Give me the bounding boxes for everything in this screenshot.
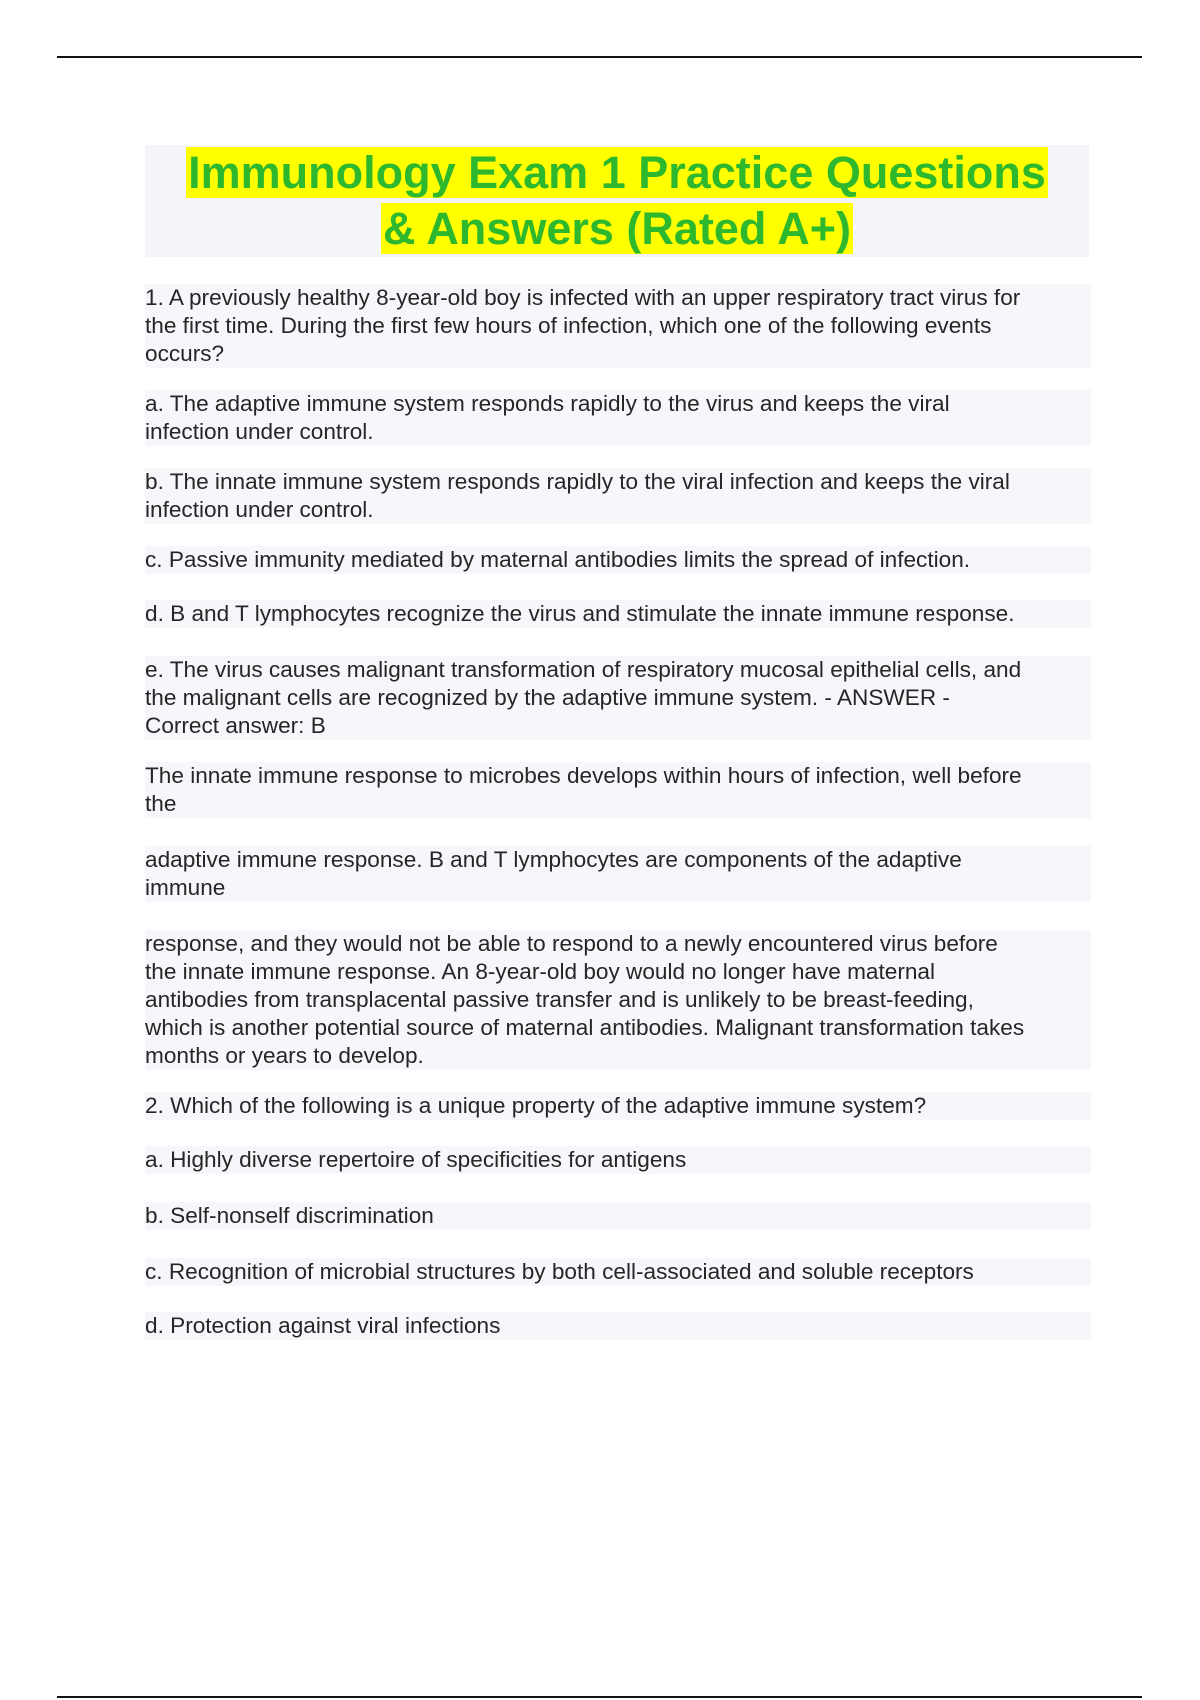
- question-2-stem: 2. Which of the following is a unique property of the adaptive immune system?: [145, 1092, 1091, 1120]
- explanation-paragraph-2: adaptive immune response. B and T lymphocytes are components of the adaptive immune: [145, 846, 1091, 902]
- question-1-stem: 1. A previously healthy 8-year-old boy is infected with an upper respiratory tract virus for the first time. During the first few hours of infection, which one of the following events occurs?: [145, 284, 1091, 368]
- question-1-option-c: c. Passive immunity mediated by maternal antibodies limits the spread of infection.: [145, 546, 1091, 574]
- question-1-option-e-answer: e. The virus causes malignant transformation of respiratory mucosal epithelial cells, and the malignant cells are recognized by the adaptive immune system. - ANSWER - Correct answer: B: [145, 656, 1091, 740]
- document-title: [145, 145, 1089, 257]
- document-body: [145, 284, 1091, 1340]
- title-line-2: & Answers (Rated A+): [382, 203, 852, 254]
- top-rule: [57, 56, 1142, 58]
- question-2-option-a: a. Highly diverse repertoire of specificities for antigens: [145, 1146, 1091, 1174]
- question-1-option-b: b. The innate immune system responds rapidly to the viral infection and keeps the viral infection under control.: [145, 468, 1091, 524]
- question-1-option-a: a. The adaptive immune system responds rapidly to the virus and keeps the viral infection under control.: [145, 390, 1091, 446]
- question-2-option-d: d. Protection against viral infections: [145, 1312, 1091, 1340]
- bottom-rule: [57, 1696, 1142, 1698]
- explanation-paragraph-3: response, and they would not be able to respond to a newly encountered virus before the innate immune response. An 8-year-old boy would no longer have maternal antibodies from transplacental passive transfer and is unlikely to be breast-feeding, which is another potential source of maternal antibodies. Malignant transformation takes months or years to develop.: [145, 930, 1091, 1070]
- question-2-option-c: c. Recognition of microbial structures by both cell-associated and soluble receptors: [145, 1258, 1091, 1286]
- explanation-paragraph-1: The innate immune response to microbes develops within hours of infection, well before the: [145, 762, 1091, 818]
- question-1-option-d: d. B and T lymphocytes recognize the virus and stimulate the innate immune response.: [145, 600, 1091, 628]
- question-2-option-b: b. Self-nonself discrimination: [145, 1202, 1091, 1230]
- title-line-1: Immunology Exam 1 Practice Questions: [188, 147, 1046, 198]
